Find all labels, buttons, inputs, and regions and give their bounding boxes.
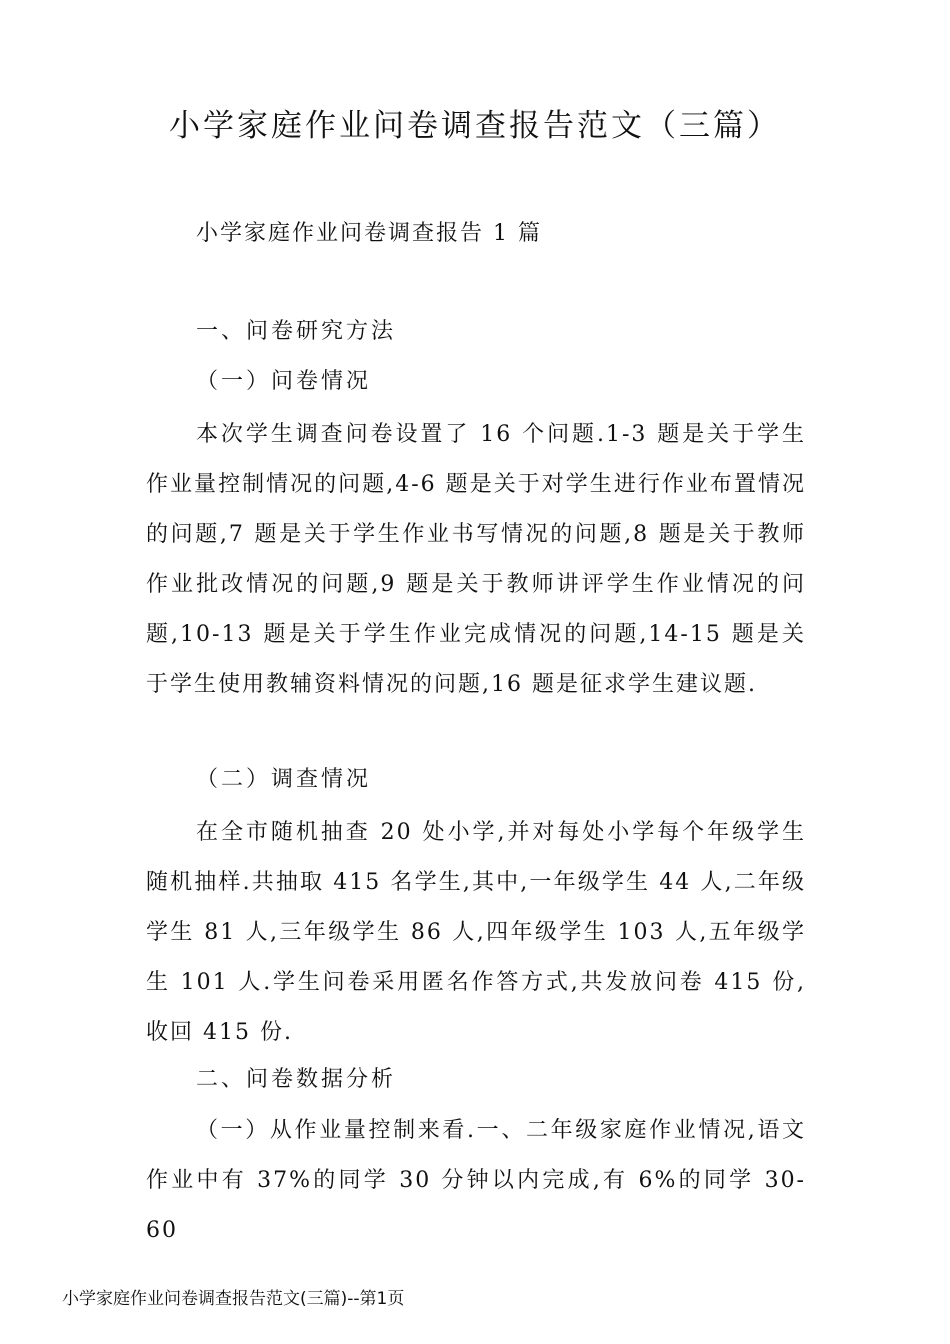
paragraph-survey: 在全市随机抽查 20 处小学,并对每处小学每个年级学生随机抽样.共抽取 415 名学生,其中,一年级学生 44 人,二年级学生 81 人,三年级学生 86 人,四年级学生 103 人,五年级学生 101 人.学生问卷采用匿名作答方式,共发放问卷 415 份,收回 415 份. xyxy=(146,820,806,1045)
subsection-heading-questionnaire: （一）问卷情况 xyxy=(196,369,372,394)
paragraph-questionnaire: 本次学生调查问卷设置了 16 个问题.1-3 题是关于学生作业量控制情况的问题,4-6 题是关于对学生进行作业布置情况的问题,7 题是关于学生作业书写情况的问题,8 题是关于教师作业批改情况的问题,9 题是关于教师讲评学生作业情况的问题,10-13 题是关于学生作业完成情况的问题,14-15 题是关于学生使用教辅资料情况的问题,16 题是征求学生建议题. xyxy=(146,422,806,697)
paragraph-analysis: （一）从作业量控制来看.一、二年级家庭作业情况,语文作业中有 37%的同学 30 分钟以内完成,有 6%的同学 30-60 xyxy=(146,1118,806,1243)
document-subtitle: 小学家庭作业问卷调查报告 1 篇 xyxy=(196,221,542,246)
page-footer: 小学家庭作业问卷调查报告范文(三篇)--第1页 xyxy=(62,1289,405,1309)
subsection-heading-survey: （二）调查情况 xyxy=(196,767,372,792)
section-heading-methods: 一、问卷研究方法 xyxy=(196,319,397,344)
section-heading-analysis: 二、问卷数据分析 xyxy=(196,1067,397,1092)
document-title: 小学家庭作业问卷调查报告范文（三篇） xyxy=(169,108,781,144)
